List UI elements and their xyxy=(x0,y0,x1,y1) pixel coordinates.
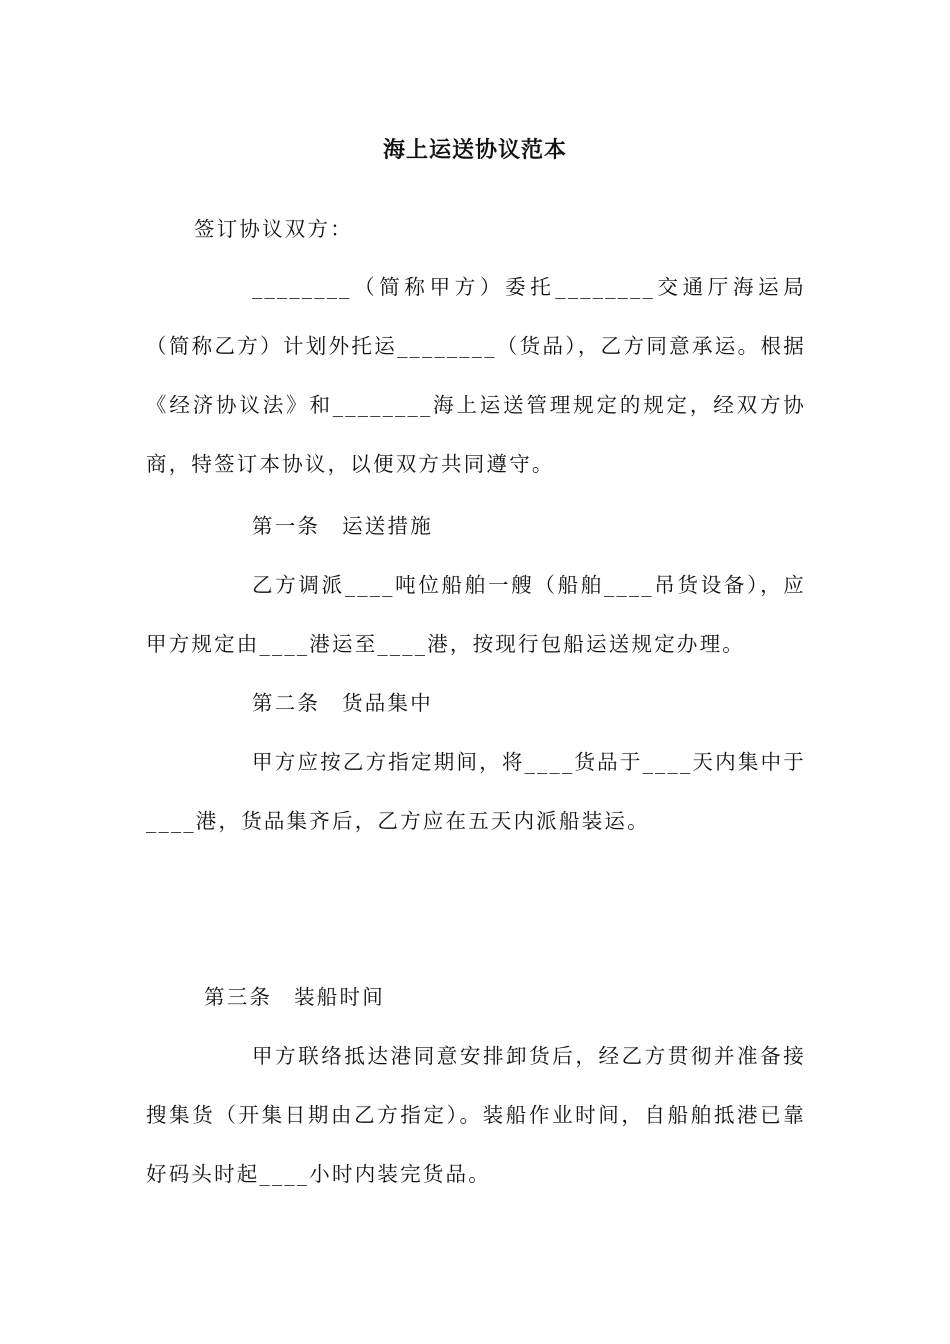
article-1-title: 运送措施 xyxy=(342,514,433,538)
article-2-title: 货品集中 xyxy=(342,691,433,715)
article-3-title: 装船时间 xyxy=(294,985,385,1009)
article-1-number: 第一条 xyxy=(252,514,321,538)
article-3-number: 第三条 xyxy=(204,985,273,1009)
article-2-number: 第二条 xyxy=(252,691,321,715)
article-1-body: 乙方调派____吨位船舶一艘（船舶____吊货设备），应甲方规定由____港运至____港，按现行包船运送规定办理。 xyxy=(146,573,806,656)
preamble-paragraph: ________（简称甲方）委托________交通厅海运局（简称乙方）计划外托运________（货品），乙方同意承运。根据《经济协议法》和________海上运送管理规定的规定，经双方协商，特签订本协议，以便双方共同遵守。 xyxy=(146,275,806,476)
article-2-heading xyxy=(252,674,433,733)
parties-intro: 签订协议双方： xyxy=(194,217,353,241)
article-2-body: 甲方应按乙方指定期间，将____货品于____天内集中于____港，货品集齐后，乙方应在五天内派船装运。 xyxy=(146,750,806,833)
article-3-body: 甲方联络抵达港同意安排卸货后，经乙方贯彻并准备接搜集货（开集日期由乙方指定）。装船作业时间，自船舶抵港已靠好码头时起____小时内装完货品。 xyxy=(146,1044,806,1186)
document-title: 海上运送协议范本 xyxy=(382,138,567,163)
article-1-heading xyxy=(252,497,433,556)
article-3-heading xyxy=(204,968,385,1027)
